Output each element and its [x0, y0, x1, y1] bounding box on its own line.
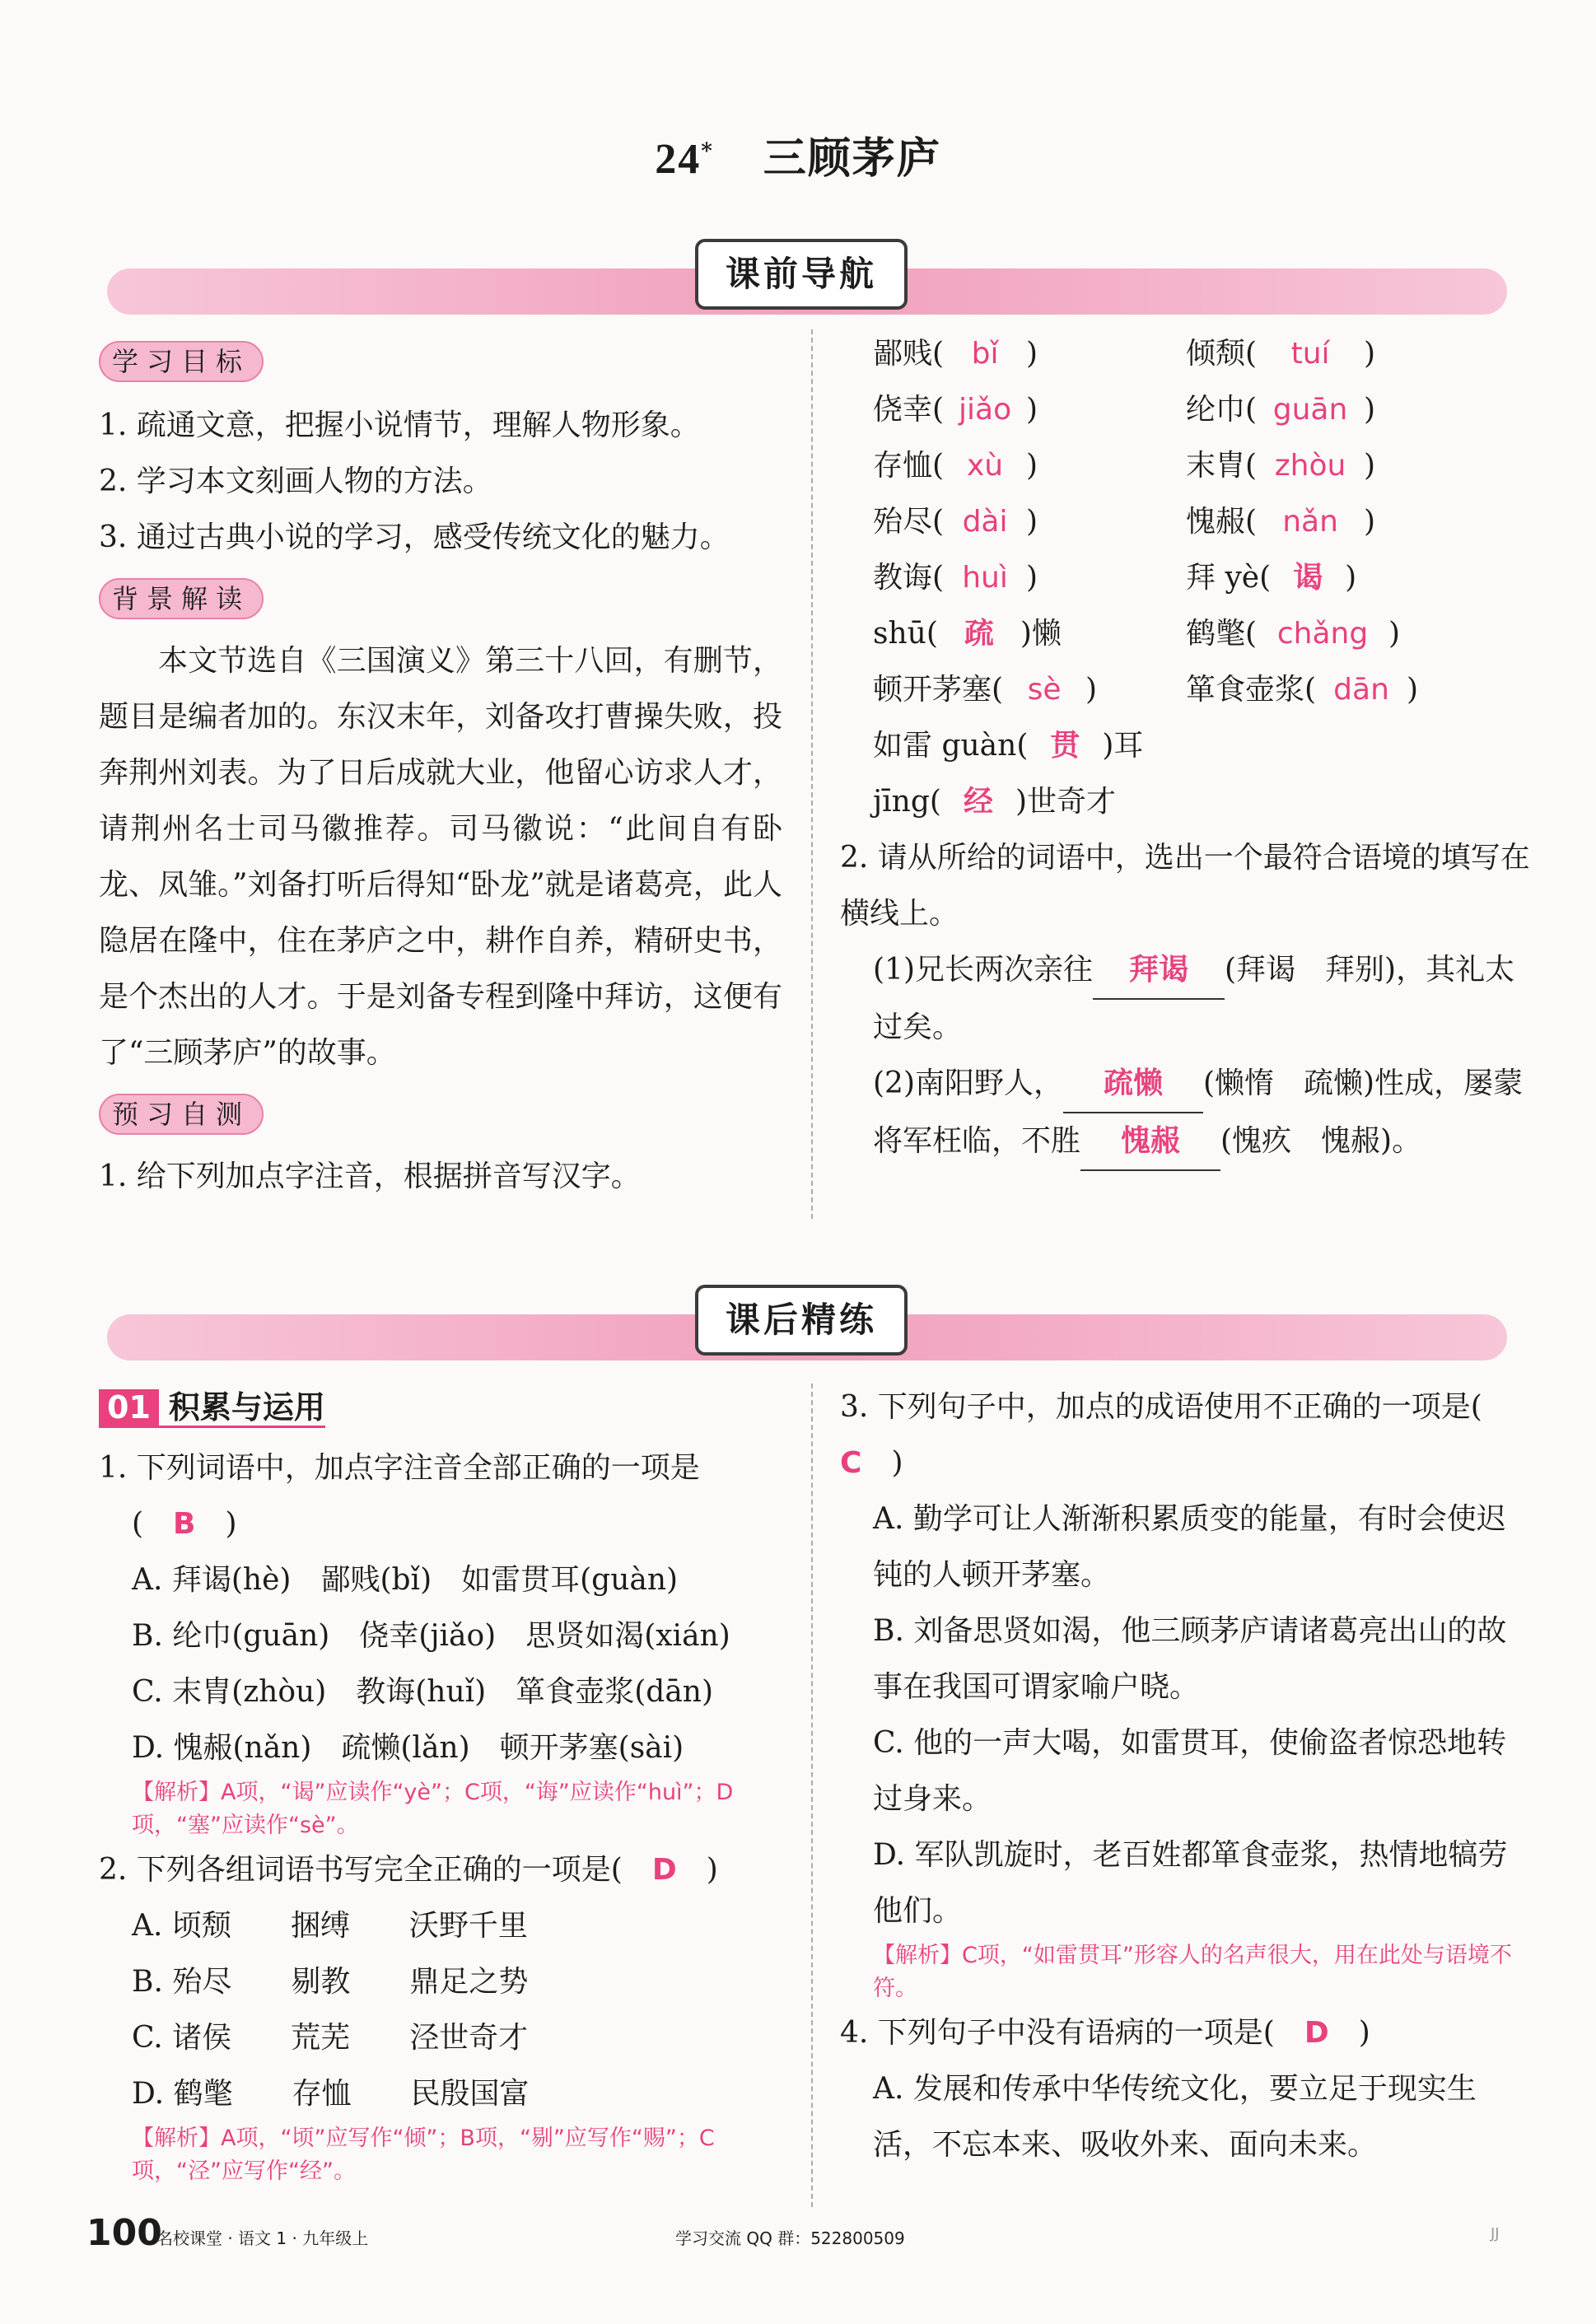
pinyin-list-left — [873, 326, 1186, 718]
q1-analysis: 【解析】A项，“谒”应读作“yè”；C项，“诲”应读作“huì”；D项，“塞”应读作“sè”。 — [132, 1780, 734, 1838]
page-number: 100 — [86, 2212, 162, 2254]
pinyin-item: 如雷 guàn( 贯 )耳 — [873, 729, 1144, 763]
lesson-number: 24 — [655, 136, 702, 183]
preview-question-2: 2. 请从所给的词语中，选出一个最符合语境的填写在横线上。 — [840, 841, 1530, 931]
left-column-lower — [99, 1379, 782, 2188]
q3-option-a: A. 勤学可让人渐渐积累质变的能量，有时会使迟钝的人顿开茅塞。 — [873, 1502, 1506, 1592]
q2-option-a: A. 顷颓 捆缚 沃野千里 — [132, 1909, 528, 1943]
right-column-upper — [840, 326, 1532, 1171]
goal-3: 3. 通过古典小说的学习，感受传统文化的魅力。 — [99, 520, 730, 554]
pinyin-item: 殆尽( dài ) — [873, 505, 1038, 539]
banner-pre-class: 课前导航 — [695, 239, 908, 310]
pinyin-item: 顿开茅塞( sè ) — [873, 673, 1098, 707]
q3-option-c: C. 他的一声大喝，如雷贯耳，使偷盗者惊恐地转过身来。 — [873, 1726, 1507, 1816]
banner-post-class: 课后精练 — [695, 1285, 908, 1356]
pinyin-item: 愧赧( nǎn ) — [1186, 505, 1376, 539]
left-column-upper — [99, 334, 782, 1205]
pinyin-item: 倾颓( tuí ) — [1186, 337, 1376, 371]
q3-option-b: B. 刘备思贤如渴，他三顾茅庐请诸葛亮出山的故事在我国可谓家喻户晓。 — [873, 1614, 1507, 1704]
section-01-heading: 01 积累与运用 — [99, 1389, 325, 1428]
q3-stem: 3. 下列句子中，加点的成语使用不正确的一项是( C ) — [840, 1390, 1482, 1480]
q4-stem: 4. 下列句子中没有语病的一项是( D ) — [840, 2016, 1370, 2050]
q1-answer: ( B ) — [132, 1507, 237, 1541]
lesson-name: 三顾茅庐 — [763, 133, 941, 184]
q3-option-d: D. 军队凯旋时，老百姓都箪食壶浆，热情地犒劳他们。 — [873, 1838, 1508, 1928]
pinyin-item: 箪食壶浆( dān ) — [1186, 673, 1419, 707]
q1-option-b: B. 纶巾(guān) 侥幸(jiǎo) 思贤如渴(xián) — [132, 1619, 730, 1653]
tag-background: 背景解读 — [99, 578, 264, 619]
tag-preview: 预习自测 — [99, 1094, 264, 1135]
qq-group: 学习交流 QQ 群：522800509 — [675, 2228, 905, 2248]
pinyin-item: 鹤氅( chǎng ) — [1186, 617, 1401, 651]
column-divider-bottom — [811, 1384, 813, 2207]
book-series: 名校课堂 · 语文 1 · 九年级上 — [156, 2228, 369, 2248]
right-column-lower — [840, 1379, 1524, 2173]
pinyin-item: 教诲( huì ) — [873, 561, 1038, 595]
q1-option-c: C. 末胄(zhòu) 教诲(huǐ) 箪食壶浆(dān) — [132, 1675, 714, 1709]
pinyin-item: 拜 yè( 谒 ) — [1186, 561, 1357, 595]
q1-option-d: D. 愧赧(nǎn) 疏懒(lǎn) 顿开茅塞(sài) — [132, 1731, 684, 1765]
q1-stem: 1. 下列词语中，加点字注音全部正确的一项是 — [99, 1451, 700, 1485]
preview-q2-sentence-1: (1)兄长两次亲往 拜谒 (拜谒 拜别)，其礼太过矣。 — [873, 942, 1532, 1056]
q2-option-d: D. 鹤氅 存恤 民殷国富 — [132, 2077, 530, 2111]
corner-mark: JJ — [1491, 2225, 1500, 2242]
q2-option-c: C. 诸侯 荒芜 泾世奇才 — [132, 2021, 529, 2055]
pinyin-item: 鄙贱( bǐ ) — [873, 337, 1038, 371]
q4-option-a: A. 发展和传承中华传统文化，要立足于现实生活，不忘本来、吸收外来、面向未来。 — [873, 2072, 1477, 2162]
optional-star: * — [701, 138, 714, 164]
background-paragraph: 本文节选自《三国演义》第三十八回，有删节，题目是编者加的。东汉末年，刘备攻打曹操失败，投奔荆州刘表。为了日后成就大业，他留心访求人才，请荆州名士司马徽推荐。司马徽说：“此间自有卧龙、凤雏。”刘备打听后得知“卧龙”就是诸葛亮，此人隐居在隆中，住在茅庐之中，耕作自养，精研史书，是个杰出的人才。于是刘备专程到隆中拜访，这便有了“三顾茅庐”的故事。 — [99, 644, 782, 1070]
preview-q2-sentence-2: (2)南阳野人， 疏懒 (懒惰 疏懒)性成，屡蒙将军枉临，不胜 愧赧 (愧疚 愧赧)。 — [873, 1056, 1532, 1171]
preview-question-1: 1. 给下列加点字注音，根据拼音写汉字。 — [99, 1160, 641, 1193]
pinyin-item: 侥幸( jiǎo ) — [873, 393, 1038, 427]
pinyin-item: jīng( 经 )世奇才 — [873, 785, 1116, 819]
pinyin-item: 纶巾( guān ) — [1186, 393, 1376, 427]
q2-analysis: 【解析】A项，“顷”应写作“倾”；B项，“剔”应写作“赐”；C项，“泾”应写作“经”。 — [132, 2126, 715, 2184]
goal-1: 1. 疏通文意，把握小说情节，理解人物形象。 — [99, 408, 700, 442]
q2-stem: 2. 下列各组词语书写完全正确的一项是( D ) — [99, 1853, 718, 1887]
pinyin-item: 末胄( zhòu ) — [1186, 449, 1376, 483]
lesson-title — [0, 124, 1596, 185]
q1-option-a: A. 拜谒(hè) 鄙贱(bǐ) 如雷贯耳(guàn) — [132, 1563, 679, 1597]
q2-option-b: B. 殆尽 剔教 鼎足之势 — [132, 1965, 529, 1999]
tag-learning-goals: 学习目标 — [99, 341, 264, 382]
pinyin-item: 存恤( xù ) — [873, 449, 1038, 483]
pinyin-list-right — [1186, 326, 1515, 718]
pinyin-item: shū( 疏 )懒 — [873, 617, 1062, 651]
column-divider-top — [811, 329, 813, 1219]
q3-analysis: 【解析】C项，“如雷贯耳”形容人的名声很大，用在此处与语境不符。 — [873, 1943, 1512, 2001]
goal-2: 2. 学习本文刻画人物的方法。 — [99, 464, 492, 498]
